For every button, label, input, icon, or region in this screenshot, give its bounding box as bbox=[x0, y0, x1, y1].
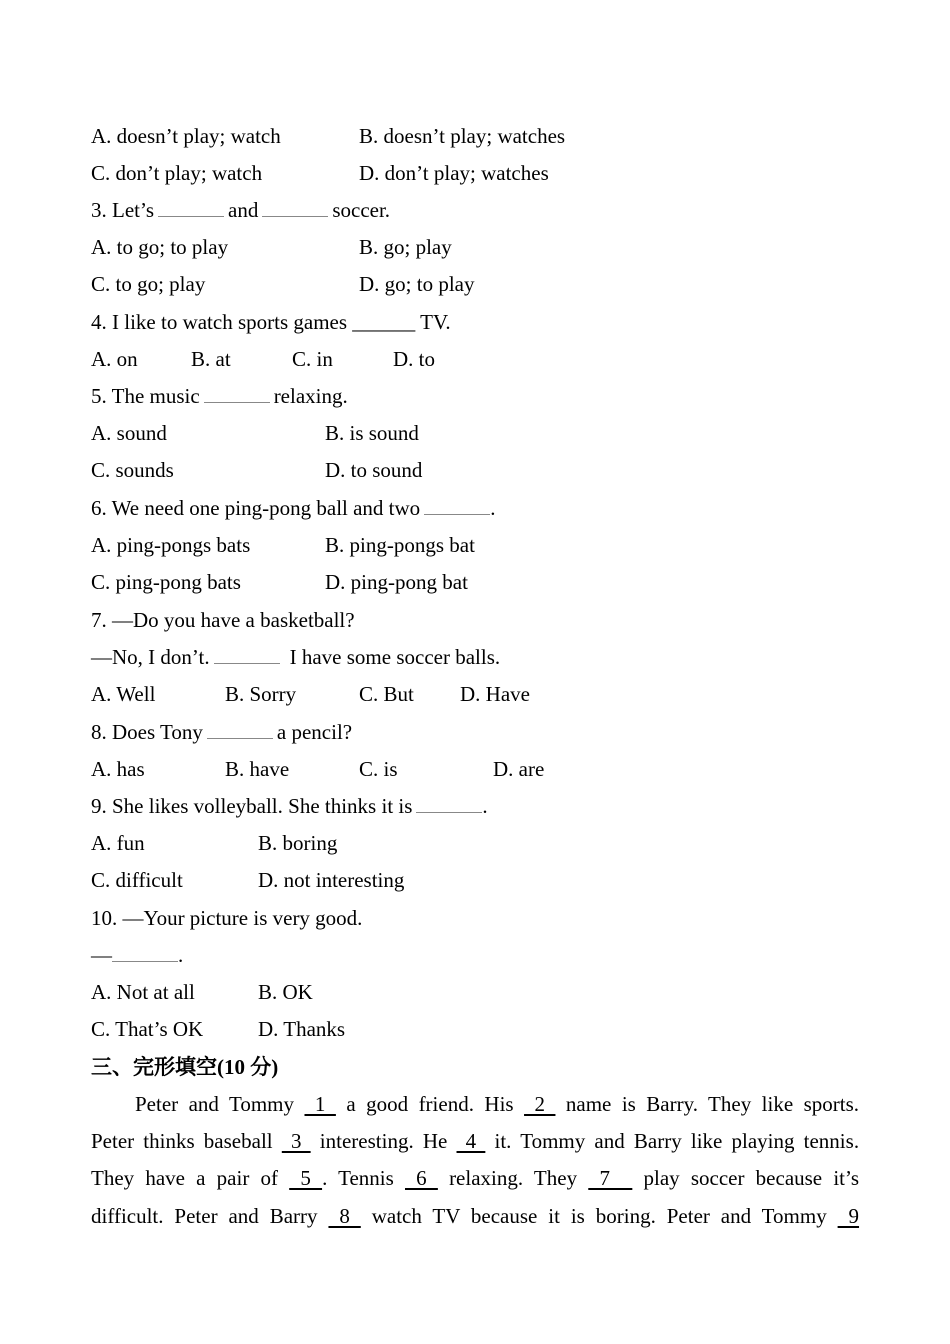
q7-option-a: A. Well bbox=[91, 682, 156, 706]
q9-blank bbox=[416, 794, 482, 813]
q3-option-c: C. to go; play bbox=[91, 272, 206, 296]
q10-reply-end: . bbox=[178, 943, 184, 967]
cloze-text: a good friend. His bbox=[346, 1092, 514, 1116]
q10-blank bbox=[112, 943, 178, 962]
q5-option-d: D. to sound bbox=[325, 458, 423, 482]
cloze-blank-8: 8 bbox=[328, 1203, 361, 1228]
q5-stem-part1: 5. The music bbox=[91, 384, 200, 408]
q5-option-a: A. sound bbox=[91, 421, 167, 445]
q8-option-d: D. are bbox=[493, 757, 545, 781]
cloze-text: watch TV because it is boring. Peter and Tommy bbox=[371, 1203, 827, 1228]
q9-stem-part2: . bbox=[482, 794, 488, 818]
cloze-blank-1: 1 bbox=[304, 1092, 336, 1116]
cloze-blank-4: 4 bbox=[456, 1129, 486, 1154]
q3-option-a: A. to go; to play bbox=[91, 235, 229, 259]
q3-stem-part1: 3. Let’s bbox=[91, 198, 154, 222]
q6-option-a: A. ping-pongs bats bbox=[91, 533, 251, 557]
cloze-text: . Tennis bbox=[322, 1166, 394, 1191]
cloze-line-3 bbox=[91, 1160, 859, 1197]
section-3-heading: 三、完形填空(10 分) bbox=[91, 1055, 279, 1079]
q10-option-a: A. Not at all bbox=[91, 980, 195, 1004]
cloze-line-1 bbox=[91, 1086, 859, 1123]
q7-blank bbox=[214, 645, 280, 664]
q5-option-b: B. is sound bbox=[325, 421, 419, 445]
q6-stem-part1: 6. We need one ping-pong ball and two bbox=[91, 496, 421, 520]
q6-blank bbox=[424, 496, 490, 515]
q3-blank-2 bbox=[262, 198, 328, 217]
q6-stem-part2: . bbox=[490, 496, 496, 520]
q9-option-c: C. difficult bbox=[91, 868, 183, 892]
q3-stem-part3: soccer. bbox=[332, 198, 391, 222]
q6-option-c: C. ping-pong bats bbox=[91, 570, 241, 594]
q7-option-c: C. But bbox=[359, 682, 414, 706]
q2-option-c: C. don’t play; watch bbox=[91, 161, 263, 185]
cloze-blank-9: 9 bbox=[837, 1203, 860, 1228]
q9-option-a: A. fun bbox=[91, 831, 145, 855]
q10-reply bbox=[91, 941, 183, 969]
q6-stem bbox=[91, 494, 495, 522]
q3-stem bbox=[91, 196, 390, 224]
q7-reply bbox=[91, 643, 500, 671]
q3-option-d: D. go; to play bbox=[359, 272, 475, 296]
q10-stem: 10. —Your picture is very good. bbox=[91, 906, 363, 930]
cloze-blank-7: 7 bbox=[588, 1166, 633, 1191]
q8-stem bbox=[91, 718, 352, 746]
q4-option-a: A. on bbox=[91, 347, 138, 371]
cloze-text: Peter thinks baseball bbox=[91, 1129, 273, 1154]
q7-option-b: B. Sorry bbox=[225, 682, 297, 706]
cloze-text: it. Tommy and Barry like playing tennis. bbox=[494, 1129, 860, 1154]
cloze-text: They have a pair of bbox=[91, 1166, 278, 1191]
q2-option-b: B. doesn’t play; watches bbox=[359, 124, 566, 148]
q9-option-b: B. boring bbox=[258, 831, 338, 855]
q10-option-b: B. OK bbox=[258, 980, 313, 1004]
q10-option-c: C. That’s OK bbox=[91, 1017, 204, 1041]
q4-stem: 4. I like to watch sports games ______ TV. bbox=[91, 310, 451, 334]
q8-option-c: C. is bbox=[359, 757, 398, 781]
cloze-text: Peter and Tommy bbox=[135, 1092, 295, 1116]
q4-option-d: D. to bbox=[393, 347, 435, 371]
q7-stem: 7. —Do you have a basketball? bbox=[91, 608, 355, 632]
q5-option-c: C. sounds bbox=[91, 458, 174, 482]
cloze-text: play soccer because it’s bbox=[643, 1166, 859, 1191]
q8-blank bbox=[207, 720, 273, 739]
q8-option-b: B. have bbox=[225, 757, 290, 781]
cloze-blank-5: 5 bbox=[289, 1166, 323, 1191]
cloze-blank-2: 2 bbox=[524, 1092, 556, 1116]
q10-option-d: D. Thanks bbox=[258, 1017, 346, 1041]
cloze-blank-3: 3 bbox=[281, 1129, 311, 1154]
q3-blank-1 bbox=[158, 198, 224, 217]
q9-option-d: D. not interesting bbox=[258, 868, 405, 892]
q3-stem-part2: and bbox=[228, 198, 259, 222]
q2-option-a: A. doesn’t play; watch bbox=[91, 124, 281, 148]
cloze-line-4 bbox=[91, 1198, 859, 1235]
q5-stem-part2: relaxing. bbox=[273, 384, 348, 408]
cloze-text: relaxing. They bbox=[449, 1166, 578, 1191]
q3-option-b: B. go; play bbox=[359, 235, 452, 259]
cloze-passage bbox=[91, 1086, 859, 1235]
q8-option-a: A. has bbox=[91, 757, 145, 781]
q10-reply-dash: — bbox=[91, 943, 112, 967]
cloze-text: name is Barry. They like sports. bbox=[565, 1092, 860, 1116]
q4-option-b: B. at bbox=[191, 347, 231, 371]
q9-stem bbox=[91, 792, 488, 820]
cloze-text: interesting. He bbox=[319, 1129, 448, 1154]
q6-option-b: B. ping-pongs bat bbox=[325, 533, 475, 557]
cloze-blank-6: 6 bbox=[405, 1166, 438, 1191]
q7-reply-part1: —No, I don’t. bbox=[91, 645, 210, 669]
q8-stem-part2: a pencil? bbox=[276, 720, 353, 744]
q2-option-d: D. don’t play; watches bbox=[359, 161, 549, 185]
q8-stem-part1: 8. Does Tony bbox=[91, 720, 203, 744]
q5-stem bbox=[91, 382, 348, 410]
cloze-text: difficult. Peter and Barry bbox=[91, 1203, 318, 1228]
q9-stem-part1: 9. She likes volleyball. She thinks it is bbox=[91, 794, 413, 818]
q5-blank bbox=[204, 384, 270, 403]
cloze-line-2 bbox=[91, 1123, 859, 1160]
q7-option-d: D. Have bbox=[460, 682, 530, 706]
q7-reply-part2: I have some soccer balls. bbox=[289, 645, 501, 669]
q6-option-d: D. ping-pong bat bbox=[325, 570, 468, 594]
q4-option-c: C. in bbox=[292, 347, 333, 371]
